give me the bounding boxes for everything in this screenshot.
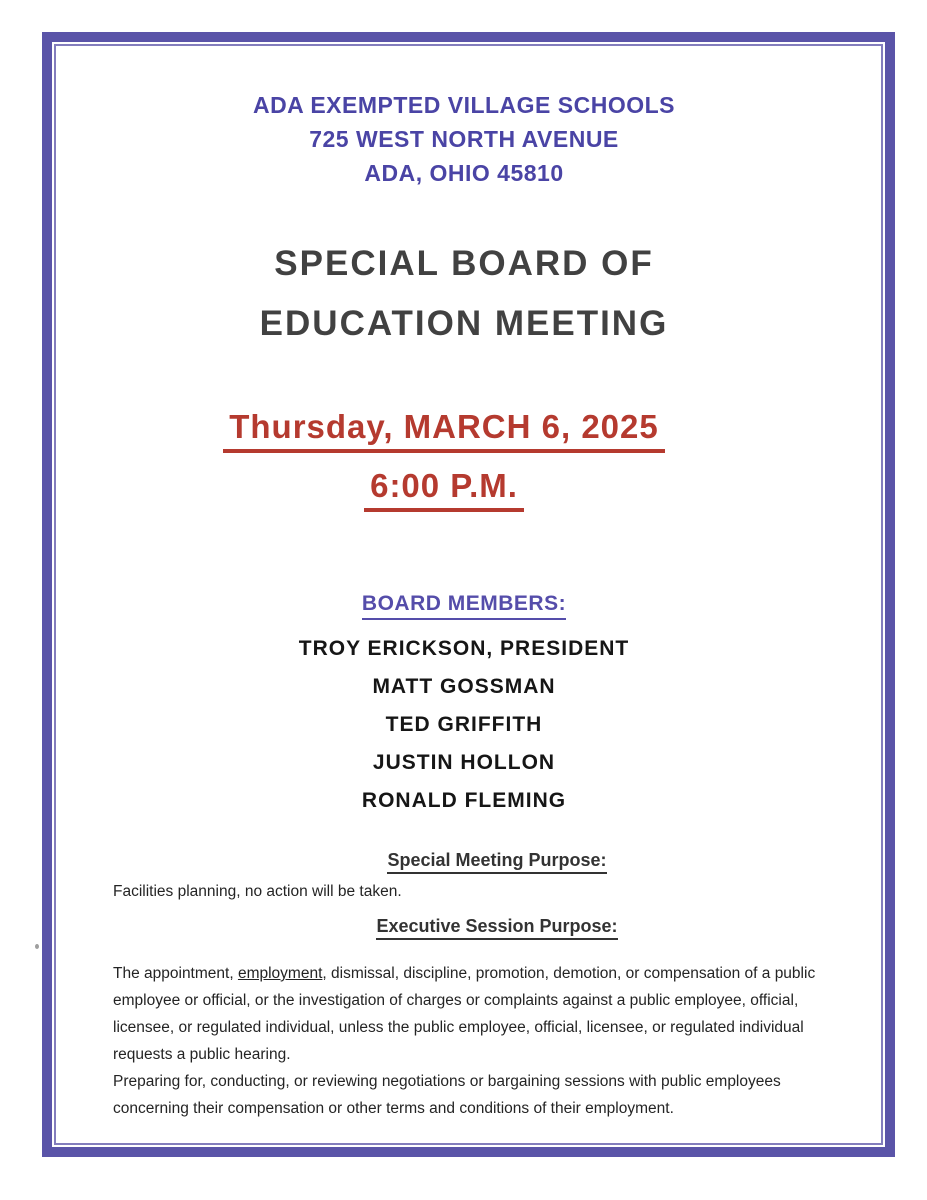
school-name: ADA EXEMPTED VILLAGE SCHOOLS: [252, 92, 676, 118]
executive-session-paragraph-1: [113, 960, 855, 1068]
board-member: TED GRIFFITH: [385, 713, 543, 736]
board-members-section: [54, 592, 874, 820]
meeting-schedule: [34, 408, 854, 526]
meeting-time: [34, 467, 854, 512]
meeting-title-line1: SPECIAL BOARD OF: [274, 244, 654, 283]
special-meeting-purpose-heading-text: Special Meeting Purpose:: [387, 850, 606, 874]
paragraph1-underlined-word: employment: [237, 965, 323, 982]
executive-session-purpose-heading-text: Executive Session Purpose:: [376, 916, 617, 940]
meeting-date-text: Thursday, MARCH 6, 2025: [223, 408, 665, 453]
executive-session-purpose-heading: [112, 916, 882, 940]
board-member: RONALD FLEMING: [361, 789, 567, 812]
school-address-street: 725 WEST NORTH AVENUE: [309, 126, 619, 152]
meeting-title-line2: EDUCATION MEETING: [259, 304, 669, 343]
school-address-city: ADA, OHIO 45810: [364, 160, 564, 186]
board-member: MATT GOSSMAN: [372, 675, 556, 698]
board-member: TROY ERICKSON, PRESIDENT: [298, 637, 630, 660]
meeting-date: [34, 408, 854, 453]
board-member: JUSTIN HOLLON: [372, 751, 556, 774]
executive-session-paragraph-2: Preparing for, conducting, or reviewing negotiations or bargaining sessions with public employees concerning their compensation or other terms and conditions of their employment.: [113, 1073, 781, 1117]
school-header: [54, 88, 874, 190]
meeting-time-text: 6:00 P.M.: [364, 467, 524, 512]
scan-speck: [35, 944, 39, 949]
meeting-title: [54, 234, 874, 354]
special-meeting-purpose-heading: [112, 850, 882, 874]
board-members-heading-text: BOARD MEMBERS:: [362, 592, 566, 620]
special-meeting-purpose-body: Facilities planning, no action will be taken.: [113, 883, 402, 900]
paragraph1-post: , dismissal, discipline, promotion, demotion, or compensation of a public employee or official, or the investigation of charges or complaints against a public employee, official, licensee, or regulated individual, unless the public employee, official, licensee, or regulated individual requests a public hearing.: [113, 965, 816, 1063]
board-members-heading: [54, 592, 874, 620]
paragraph1-pre: The appointment,: [113, 965, 238, 982]
